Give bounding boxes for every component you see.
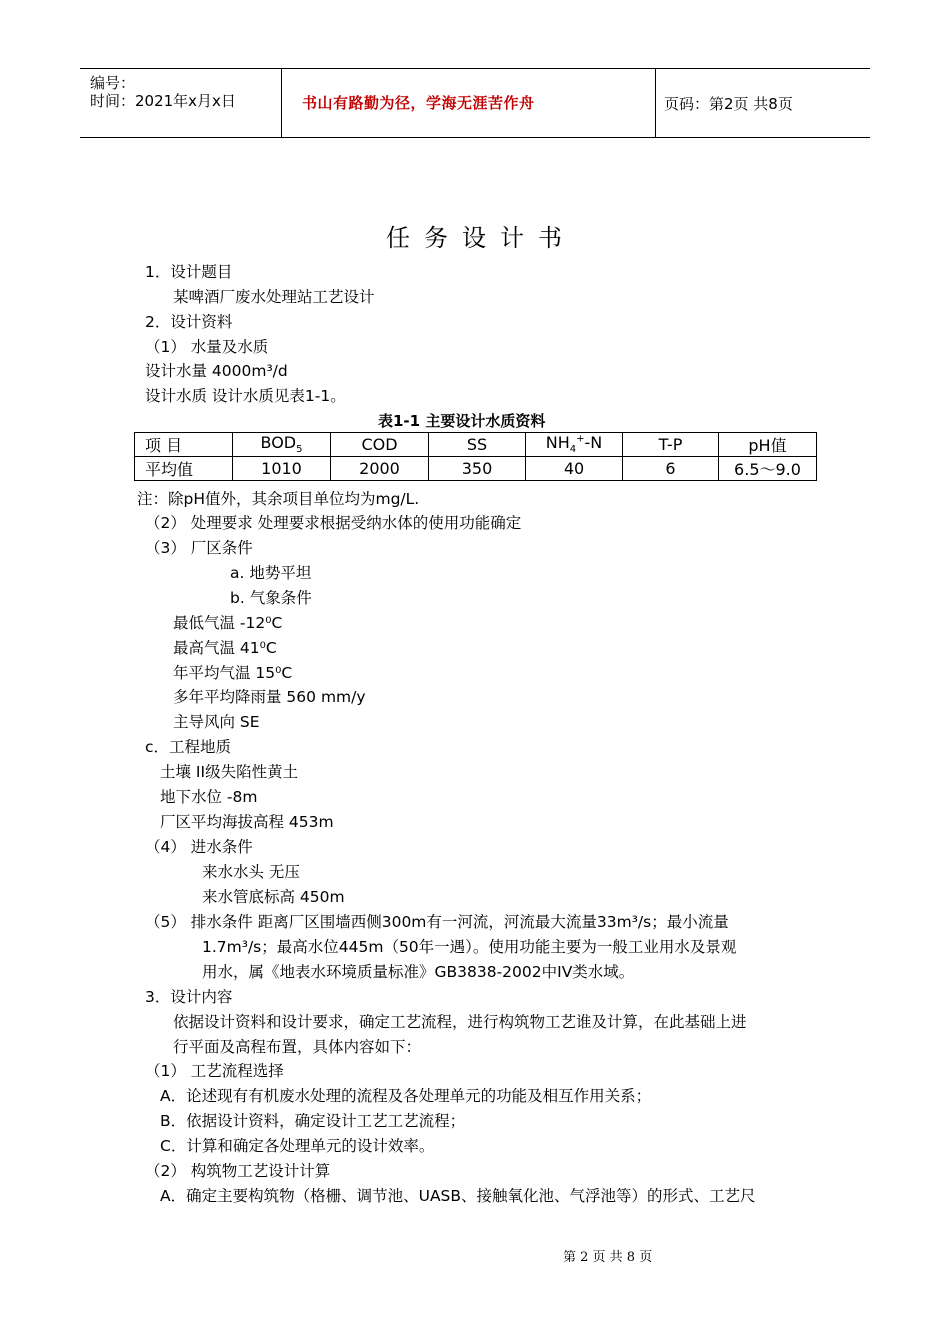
- item-4-heading: （4） 进水条件: [145, 838, 253, 856]
- table-cell: SS: [429, 433, 526, 457]
- rainfall: 多年平均降雨量 560 mm/y: [173, 688, 366, 706]
- item-3-b: b. 气象条件: [230, 589, 312, 607]
- table-cell: $NH_4^+-N$: [526, 433, 623, 457]
- table-cell: COD: [331, 433, 429, 457]
- altitude: 厂区平均海拔高程 453m: [160, 813, 334, 831]
- table-cell: 项 目: [135, 433, 233, 457]
- item-5-line: （5） 排水条件 距离厂区围墙西侧300m有一河流，河流最大流量33m³/s；最小流量: [145, 913, 729, 931]
- table-cell: $BOD_5$: [233, 433, 331, 457]
- table-cell: pH值: [719, 433, 817, 457]
- item-3-heading: （3） 厂区条件: [145, 539, 253, 557]
- item-2: （2） 处理要求 处理要求根据受纳水体的使用功能确定: [145, 514, 522, 532]
- water-quality-table: [134, 432, 817, 481]
- item-5-line: 1.7m³/s；最高水位445m（50年一遇）。使用功能主要为一般工业用水及景观: [202, 938, 737, 956]
- page-header: [80, 68, 870, 138]
- item-3-a: a. 地势平坦: [230, 564, 312, 582]
- sub-2-a: A．确定主要构筑物（格栅、调节池、UASB、接触氧化池、气浮池等）的形式、工艺尺: [160, 1187, 756, 1205]
- item-1-heading: （1） 水量及水质: [145, 338, 269, 356]
- table-cell: 40: [526, 457, 623, 481]
- motto: 书山有路勤为径，学海无涯苦作舟: [302, 94, 535, 112]
- doc-title: 任务设计书: [386, 224, 576, 252]
- table-cell: 1010: [233, 457, 331, 481]
- section-2-heading: 2．设计资料: [145, 313, 233, 331]
- soil: 土壤 II级失陷性黄土: [160, 763, 299, 781]
- page-label: 页码：第2页 共8页: [664, 95, 793, 113]
- header-divider: [281, 69, 282, 137]
- sub-1-a: A．论述现有有机废水处理的流程及各处理单元的功能及相互作用关系；: [160, 1087, 652, 1105]
- water-quality: 设计水质 设计水质见表1-1。: [145, 387, 346, 405]
- item-4-b: 来水管底标高 450m: [202, 888, 345, 906]
- table-cell: 2000: [331, 457, 429, 481]
- sub-1-heading: （1） 工艺流程选择: [145, 1062, 284, 1080]
- avg-temperature: 年平均气温 15⁰C: [173, 664, 293, 682]
- section-3-heading: 3．设计内容: [145, 988, 233, 1006]
- max-temperature: 最高气温 41⁰C: [173, 639, 277, 657]
- wind-direction: 主导风向 SE: [173, 713, 260, 731]
- code-label: 编号：: [90, 74, 136, 92]
- table-header-row: [135, 433, 817, 457]
- item-5-line: 用水，属《地表水环境质量标准》GB3838-2002中IV类水域。: [202, 963, 635, 981]
- item-4-a: 来水水头 无压: [202, 863, 300, 881]
- time-label: 时间：2021年x月x日: [90, 92, 236, 110]
- section-1-heading: 1．设计题目: [145, 263, 233, 281]
- water-quantity: 设计水量 4000m³/d: [145, 362, 288, 380]
- sub-1-c: C．计算和确定各处理单元的设计效率。: [160, 1137, 435, 1155]
- table-cell: 平均值: [135, 457, 233, 481]
- table-cell: 350: [429, 457, 526, 481]
- section-3-line: 依据设计资料和设计要求，确定工艺流程，进行构筑物工艺谁及计算，在此基础上进: [173, 1013, 747, 1031]
- table-note: 注：除pH值外，其余项目单位均为mg/L.: [137, 490, 420, 508]
- sub-2-heading: （2） 构筑物工艺设计计算: [145, 1162, 331, 1180]
- table-row: [135, 457, 817, 481]
- table-cell: 6: [623, 457, 719, 481]
- table-cell: 6.5～9.0: [719, 457, 817, 481]
- item-c-heading: c．工程地质: [145, 738, 232, 756]
- min-temperature: 最低气温 -12⁰C: [173, 614, 283, 632]
- groundwater-level: 地下水位 -8m: [160, 788, 258, 806]
- table-cell: T-P: [623, 433, 719, 457]
- page-footer: 第 2 页 共 8 页: [563, 1250, 653, 1265]
- header-divider: [655, 69, 656, 137]
- section-1-text: 某啤酒厂废水处理站工艺设计: [173, 288, 375, 306]
- section-3-line: 行平面及高程布置，具体内容如下：: [173, 1038, 422, 1056]
- table-caption: 表1-1 主要设计水质资料: [378, 412, 546, 430]
- sub-1-b: B．依据设计资料，确定设计工艺工艺流程；: [160, 1112, 466, 1130]
